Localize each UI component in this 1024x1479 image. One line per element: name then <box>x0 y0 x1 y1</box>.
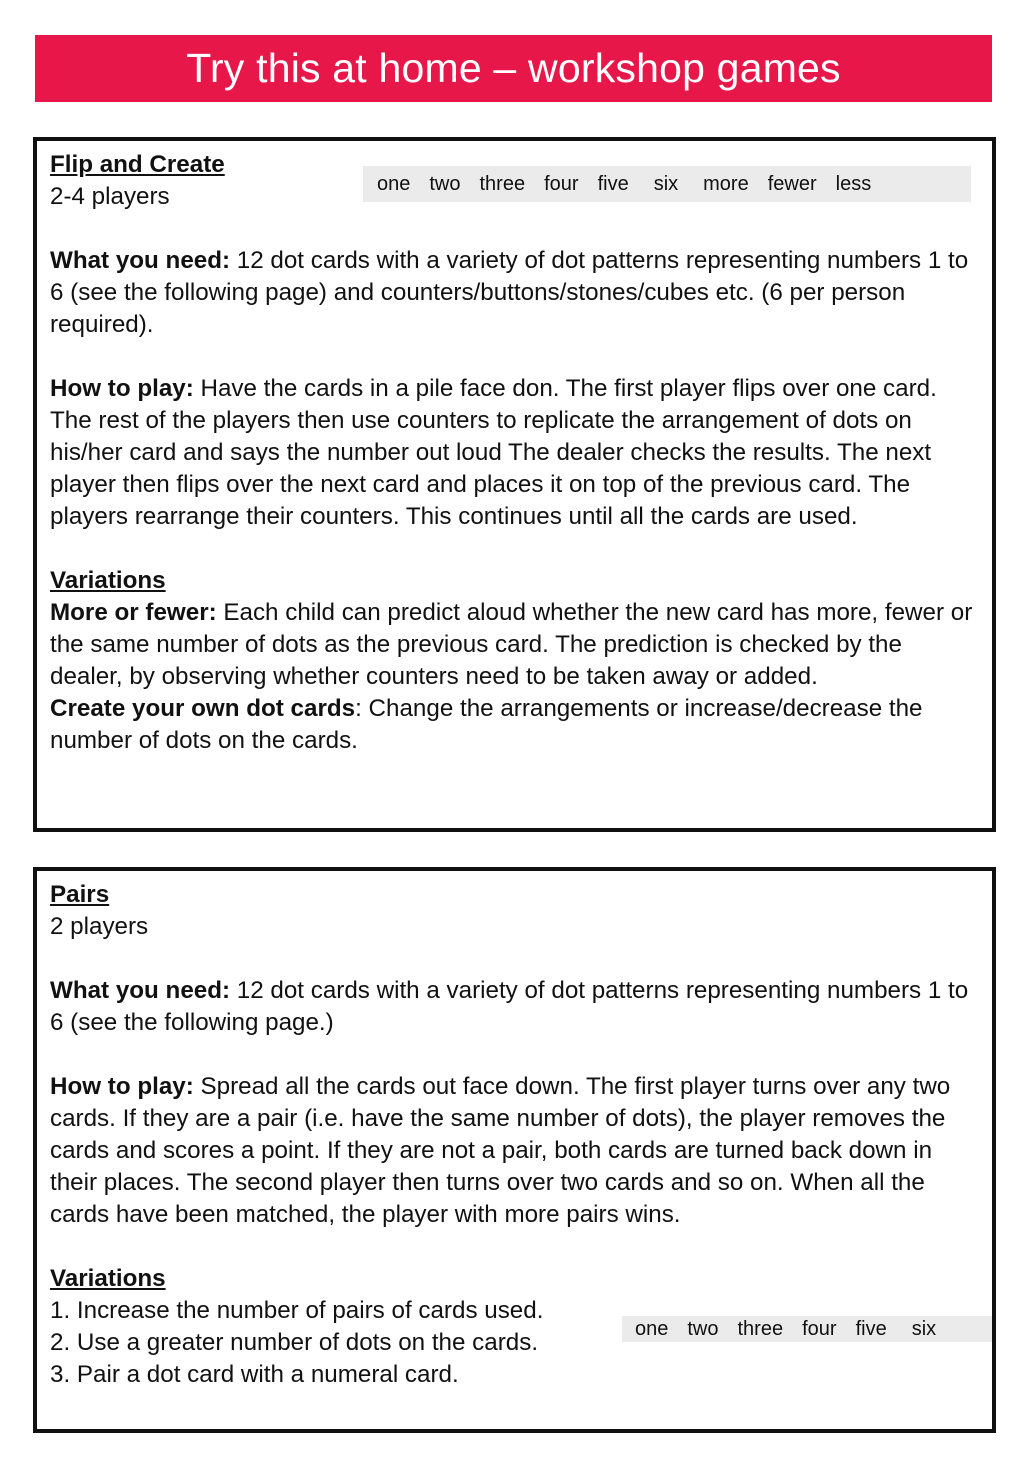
vocab-word: five <box>597 172 629 195</box>
how-to-play-text: Spread all the cards out face down. The first player turns over any two cards. If they are a pair (i.e. have the same number of dots), the player removes the cards and scores a point. If they are not a pair, both cards are turned back down in their places. The second player then turns over two cards and so on. When all the cards have been matched, the player with more pairs wins. <box>50 1073 951 1228</box>
what-you-need-paragraph <box>50 245 980 341</box>
vocab-word: more <box>703 172 749 195</box>
vocab-word: fewer <box>767 172 817 195</box>
vocab-word: four <box>544 172 579 195</box>
how-to-play-paragraph <box>50 1071 980 1231</box>
vocab-word: two <box>687 1317 719 1340</box>
variations-heading: Variations <box>50 1265 166 1292</box>
game-title: Pairs <box>50 881 110 908</box>
game-description <box>50 149 980 757</box>
vocab-word: six <box>653 172 679 195</box>
variation-create-your-own <box>50 693 980 757</box>
game-title: Flip and Create <box>50 151 225 178</box>
vocab-word: five <box>855 1317 887 1340</box>
what-you-need-paragraph <box>50 975 980 1039</box>
vocab-word: three <box>737 1317 784 1340</box>
page-title: Try this at home – workshop games <box>186 45 841 91</box>
vocab-word: one <box>377 172 411 195</box>
what-you-need-text: 12 dot cards with a variety of dot patterns representing numbers 1 to 6 (see the following page.) <box>50 977 969 1036</box>
title-banner <box>35 35 992 102</box>
variation-more-or-fewer <box>50 597 980 693</box>
game-card-pairs <box>33 867 996 1433</box>
variations-heading: Variations <box>50 567 166 594</box>
how-to-play-label: How to play: <box>50 375 194 402</box>
vocab-word: six <box>911 1317 937 1340</box>
variation-item: 1. Increase the number of pairs of cards used. <box>50 1297 544 1324</box>
player-count: 2 players <box>50 913 149 940</box>
vocab-word: three <box>479 172 526 195</box>
how-to-play-text: Have the cards in a pile face don. The first player flips over one card. The rest of the players then use counters to replicate the arrangement of dots on his/her card and says the number out loud The dealer checks the results. The next player then flips over the next card and places it on top of the previous card. The players rearrange their counters. This continues until all the cards are used. <box>50 375 937 530</box>
variation-item: 3. Pair a dot card with a numeral card. <box>50 1361 459 1388</box>
what-you-need-label: What you need: <box>50 247 231 274</box>
variation-item: 2. Use a greater number of dots on the cards. <box>50 1329 539 1356</box>
what-you-need-text: 12 dot cards with a variety of dot patterns representing numbers 1 to 6 (see the following page) and counters/buttons/stones/cubes etc. (6 per person required). <box>50 247 969 338</box>
variation-text: Each child can predict aloud whether the new card has more, fewer or the same number of dots as the previous card. The prediction is checked by the dealer, by observing whether counters need to be taken away or added. <box>50 599 973 690</box>
game-card-flip-and-create <box>33 137 996 832</box>
how-to-play-paragraph <box>50 373 980 533</box>
what-you-need-label: What you need: <box>50 977 231 1004</box>
game-description <box>50 879 980 1391</box>
how-to-play-label: How to play: <box>50 1073 194 1100</box>
variation-label: Create your own dot cards <box>50 695 356 722</box>
vocab-word: less <box>835 172 872 195</box>
player-count: 2-4 players <box>50 183 170 210</box>
variation-label: More or fewer: <box>50 599 217 626</box>
variation-text: : Change the arrangements or increase/decrease the number of dots on the cards. <box>50 695 923 754</box>
vocab-word: two <box>429 172 461 195</box>
vocab-word: one <box>635 1317 669 1340</box>
vocab-word: four <box>802 1317 837 1340</box>
